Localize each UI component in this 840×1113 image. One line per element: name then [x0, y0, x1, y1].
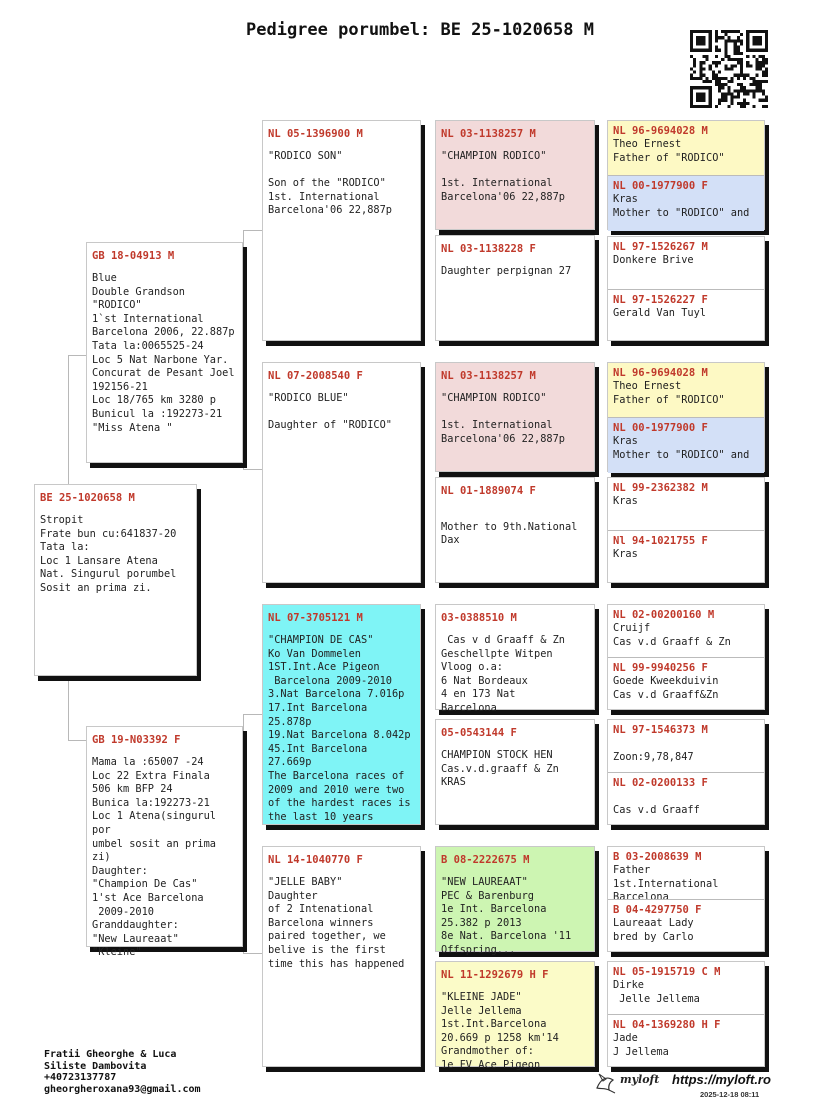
ring-number: NL 02-00200160 M [613, 609, 715, 621]
ring-number: NL 00-1977900 F [613, 180, 708, 192]
ring-number: NL 03-1138257 M [441, 370, 536, 382]
pigeon-notes: Gerald Van Tuyl [613, 307, 706, 319]
gen4-sire-cell[interactable] [608, 478, 764, 530]
great-grandparent-card[interactable] [435, 477, 595, 583]
pigeon-notes: Cruijf Cas v.d Graaff & Zn [613, 622, 731, 648]
pigeon-notes: Cas v.d Graaff [613, 803, 700, 816]
gen4-pair-card[interactable] [607, 846, 765, 952]
great-grandparent-card[interactable] [435, 235, 595, 341]
gen4-pair-card[interactable] [607, 604, 765, 710]
gen4-pair-card[interactable] [607, 719, 765, 825]
great-grandparent-card[interactable] [435, 961, 595, 1071]
owner-location: Siliste Dambovita [44, 1060, 147, 1072]
ring-number: NL 00-1977900 F [613, 422, 708, 434]
gen4-pair-card[interactable] [607, 120, 765, 230]
pigeon-notes: "RODICO SON" Son of the "RODICO" 1st. International Barcelona'06 22,887p [268, 150, 392, 217]
ring-number: NL 99-2362382 M [613, 482, 708, 494]
pigeon-notes: "CHAMPION RODICO" 1st. International Barcelona'06 22,887p [441, 392, 565, 445]
gen4-dam-cell[interactable] [608, 657, 764, 711]
ring-number: B 04-4297750 F [613, 904, 702, 916]
gen4-dam-cell[interactable] [608, 530, 764, 584]
gen4-sire-cell[interactable] [608, 363, 764, 417]
grandparent-card[interactable] [262, 120, 421, 341]
great-grandparent-card[interactable] [435, 120, 595, 230]
pigeon-notes: Kras [613, 548, 638, 560]
connector [243, 230, 263, 470]
ring-number: NL 03-1138228 F [441, 243, 536, 255]
qr-code-icon [690, 30, 768, 108]
great-grandparent-card[interactable] [435, 362, 595, 472]
ring-number: NL 05-1915719 C M [613, 966, 721, 978]
gen4-dam-cell[interactable] [608, 417, 764, 473]
ring-number: GB 19-N03392 F [92, 734, 181, 746]
ring-number: NL 07-2008540 F [268, 370, 363, 382]
grandparent-card[interactable] [262, 362, 421, 583]
connector [243, 714, 263, 954]
ring-number: NL 96-9694028 M [613, 125, 708, 137]
pigeon-notes: "NEW LAUREAAT" PEC & Barenburg 1e Int. Barcelona 25.382 p 2013 8e Nat. Barcelona '11 Offspring... [441, 876, 572, 956]
gen4-sire-cell[interactable] [608, 605, 764, 657]
gen4-sire-cell[interactable] [608, 121, 764, 175]
pigeon-notes: "CHAMPION DE CAS" Ko Van Dommelen 1ST.Int.Ace Pigeon Barcelona 2009-2010 3.Nat Barcelona 7.016p 17.Int Barcelona 25.878p 19.Nat Barcelona 8.042p 45.Int Barcelona 27.669p The Barcelona races of 2009 and 2010 were two of the hardest races is the last 10 years [268, 634, 411, 823]
gen4-sire-cell[interactable] [608, 237, 764, 289]
owner-phone[interactable]: +40723137787 [44, 1072, 117, 1083]
pigeon-notes: "JELLE BABY" Daughter of 2 Intenational Barcelona winners paired together, we belive is the first time this has happened [268, 876, 405, 970]
pigeon-notes: Cas v d Graaff & Zn Geschellpte Witpen Vloog o.a: 6 Nat Bordeaux 4 en 173 Nat Barcelona [441, 634, 565, 714]
ring-number: NL 97-1546373 M [613, 724, 708, 736]
ring-number: NL 96-9694028 M [613, 367, 708, 379]
site-link[interactable]: https://myloft.ro [672, 1072, 771, 1087]
ring-number: BE 25-1020658 M [40, 492, 135, 504]
gen4-pair-card[interactable] [607, 236, 765, 341]
pigeon-notes: Blue Double Grandson "RODICO" 1`st International Barcelona 2006, 22.887p Tata la:0065525-24 Loc 5 Nat Narbone Yar. Concurat de Pesant Joel 192156-21 Loc 18/765 km 3280 p Bunicul la :192273-21 "Miss Atena " [92, 272, 235, 434]
ring-number: NL 97-1526227 F [613, 294, 708, 306]
ring-number: NL 01-1889074 F [441, 485, 536, 497]
gen4-pair-card[interactable] [607, 477, 765, 583]
pigeon-notes: "CHAMPION RODICO" 1st. International Barcelona'06 22,887p [441, 150, 565, 203]
gen4-pair-card[interactable] [607, 961, 765, 1067]
ring-number: NL 99-9940256 F [613, 662, 708, 674]
ring-number: GB 18-04913 M [92, 250, 175, 262]
sire-card[interactable] [86, 242, 243, 463]
pigeon-notes: Kras Mother to "RODICO" and [613, 193, 750, 219]
ring-number: NL 05-1396900 M [268, 128, 363, 140]
dam-card[interactable] [86, 726, 243, 959]
brand-logo-text: myloft [620, 1073, 660, 1086]
ring-number: 03-0388510 M [441, 612, 517, 624]
ring-number: B 03-2008639 M [613, 851, 702, 863]
pigeon-notes: Stropit Frate bun cu:641837-20 Tata la: Loc 1 Lansare Atena Nat. Singurul porumbel Sosit an prima zi. [40, 514, 177, 594]
grandparent-card[interactable] [262, 846, 421, 1067]
pigeon-notes: "KLEINE JADE" Jelle Jellema 1st.Int.Barcelona 20.669 p 1258 km'14 Grandmother of: 1e FV Ace Pigeon [441, 991, 559, 1071]
gen4-sire-cell[interactable] [608, 962, 764, 1014]
gen4-sire-cell[interactable] [608, 847, 764, 904]
great-grandparent-card[interactable] [435, 846, 595, 956]
gen4-dam-cell[interactable] [608, 899, 764, 953]
connector [68, 676, 88, 741]
pigeon-notes: CHAMPION STOCK HEN Cas.v.d.graaff & Zn KRAS [441, 749, 559, 789]
pigeon-notes: Theo Ernest Father of "RODICO" [613, 138, 725, 164]
gen4-sire-cell[interactable] [608, 720, 764, 772]
pigeon-notes: Mama la :65007 -24 Loc 22 Extra Finala 506 km BFP 24 Bunica la:192273-21 Loc 1 Atena(singurul por umbel sosit an prima zi) Daughter: "Champion De Cas" 1'st Ace Barcelona 2009-2010 Granddaughter: "New Laureaat" "Kleine" [92, 756, 216, 959]
ring-number: NL 14-1040770 F [268, 854, 363, 866]
pigeon-notes: Father 1st.International Barcelona [613, 864, 719, 904]
pigeon-notes: Jade J Jellema [613, 1032, 669, 1058]
ring-number: NL 97-1526267 M [613, 241, 708, 253]
gen4-dam-cell[interactable] [608, 772, 764, 826]
ring-number: NL 07-3705121 M [268, 612, 363, 624]
ring-number: NL 03-1138257 M [441, 128, 536, 140]
pigeon-notes: Goede Kweekduivin Cas v.d Graaff&Zn [613, 675, 719, 701]
great-grandparent-card[interactable] [435, 719, 595, 825]
owner-email[interactable]: gheorgheroxana93@gmail.com [44, 1083, 201, 1095]
ring-number: B 08-2222675 M [441, 854, 530, 866]
great-grandparent-card[interactable] [435, 604, 595, 714]
gen4-dam-cell[interactable] [608, 289, 764, 342]
pigeon-notes: Kras Mother to "RODICO" and [613, 435, 750, 461]
ring-number: NL 02-0200133 F [613, 777, 708, 789]
gen4-dam-cell[interactable] [608, 1014, 764, 1068]
pigeon-notes: Dirke Jelle Jellema [613, 979, 700, 1005]
pigeon-notes: Theo Ernest Father of "RODICO" [613, 380, 725, 406]
pigeon-notes: Kras [613, 495, 638, 507]
gen4-pair-card[interactable] [607, 362, 765, 472]
pigeon-notes: Zoon:9,78,847 [613, 750, 694, 763]
ring-number: 05-0543144 F [441, 727, 517, 739]
pigeon-notes: Mother to 9th.National Dax [441, 520, 578, 547]
gen4-dam-cell[interactable] [608, 175, 764, 231]
pigeon-notes: Donkere Brive [613, 254, 694, 266]
ring-number: NL 04-1369280 H F [613, 1019, 721, 1031]
owner-contact [44, 1049, 201, 1095]
pigeon-notes: Daughter perpignan 27 [441, 265, 572, 277]
ring-number: NL 11-1292679 H F [441, 969, 549, 981]
page-title: Pedigree porumbel: BE 25-1020658 M [246, 20, 594, 40]
owner-name: Fratii Gheorghe & Luca [44, 1049, 177, 1060]
print-timestamp: 2025-12-18 08:11 [700, 1090, 760, 1099]
ring-number: Nl 94-1021755 F [613, 535, 708, 547]
pigeon-notes: "RODICO BLUE" Daughter of "RODICO" [268, 392, 392, 432]
grandparent-card[interactable] [262, 604, 421, 825]
pigeon-notes: Laureaat Lady bred by Carlo [613, 917, 694, 943]
connector [68, 355, 88, 485]
subject-card[interactable] [34, 484, 197, 676]
